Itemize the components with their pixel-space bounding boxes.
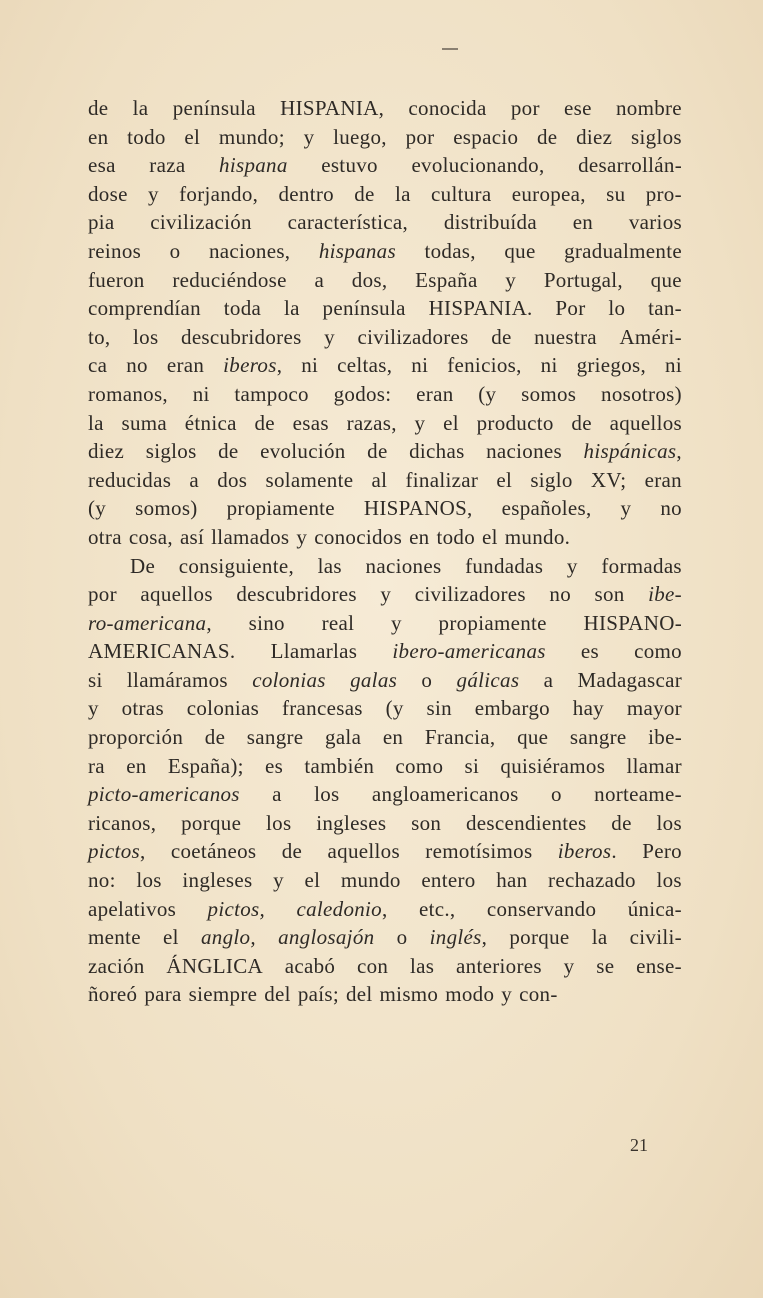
text-line: pictos, coetáneos de aquellos remotísimos iberos. Pero bbox=[88, 839, 682, 864]
paragraph-1 bbox=[88, 94, 682, 552]
text-line: la suma étnica de esas razas, y el producto de aquellos bbox=[88, 410, 682, 435]
text-line: pia civilización característica, distribuída en varios bbox=[88, 210, 682, 235]
text-line: picto-americanos a los angloamericanos o norteame- bbox=[88, 782, 682, 807]
page-number: 21 bbox=[630, 1135, 648, 1155]
text-line: mente el anglo, anglosajón o inglés, porque la civili- bbox=[88, 925, 682, 950]
text-line: to, los descubridores y civilizadores de nuestra Améri- bbox=[88, 324, 682, 349]
text-line: romanos, ni tampoco godos: eran (y somos nosotros) bbox=[88, 381, 682, 406]
text-line: ñoreó para siempre del país; del mismo modo y con- bbox=[88, 982, 558, 1007]
text-line: otra cosa, así llamados y conocidos en todo el mundo. bbox=[88, 524, 571, 549]
text-line: no: los ingleses y el mundo entero han rechazado los bbox=[88, 868, 682, 893]
text-line: de la península HISPANIA, conocida por ese nombre bbox=[88, 96, 682, 120]
text-line: ca no eran iberos, ni celtas, ni fenicios, ni griegos, ni bbox=[88, 353, 682, 378]
page-text bbox=[88, 94, 682, 1009]
text-line: (y somos) propiamente HISPANOS, españoles, y no bbox=[88, 496, 682, 521]
text-line: zación ÁNGLICA acabó con las anteriores y se ense- bbox=[88, 953, 682, 978]
text-line: ra en España); es también como si quisiéramos llamar bbox=[88, 753, 682, 778]
text-line: proporción de sangre gala en Francia, que sangre ibe- bbox=[88, 725, 682, 750]
text-line: ro-americana, sino real y propiamente HISPANO- bbox=[88, 610, 682, 635]
text-line: ricanos, porque los ingleses son descendientes de los bbox=[88, 810, 682, 835]
text-line: reducidas a dos solamente al finalizar el siglo XV; eran bbox=[88, 467, 682, 492]
text-line: reinos o naciones, hispanas todas, que gradualmente bbox=[88, 238, 682, 263]
text-line: apelativos pictos, caledonio, etc., conservando única- bbox=[88, 896, 682, 921]
paragraph-2 bbox=[88, 552, 682, 1010]
text-line: diez siglos de evolución de dichas naciones hispánicas, bbox=[88, 439, 682, 464]
text-line: en todo el mundo; y luego, por espacio de diez siglos bbox=[88, 124, 682, 149]
text-line: dose y forjando, dentro de la cultura europea, su pro- bbox=[88, 181, 682, 206]
text-line: esa raza hispana estuvo evolucionando, desarrollán- bbox=[88, 153, 682, 178]
text-line: AMERICANAS. Llamarlas ibero-americanas es como bbox=[88, 639, 682, 664]
text-line: por aquellos descubridores y civilizadores no son ibe- bbox=[88, 582, 682, 607]
page-dash-mark bbox=[442, 48, 458, 50]
text-line: si llamáramos colonias galas o gálicas a Madagascar bbox=[88, 667, 682, 692]
text-line: fueron reduciéndose a dos, España y Portugal, que bbox=[88, 267, 682, 292]
text-line: y otras colonias francesas (y sin embargo hay mayor bbox=[88, 696, 682, 721]
text-line: De consiguiente, las naciones fundadas y formadas bbox=[130, 553, 682, 578]
text-line: comprendían toda la península HISPANIA. Por lo tan- bbox=[88, 296, 682, 321]
